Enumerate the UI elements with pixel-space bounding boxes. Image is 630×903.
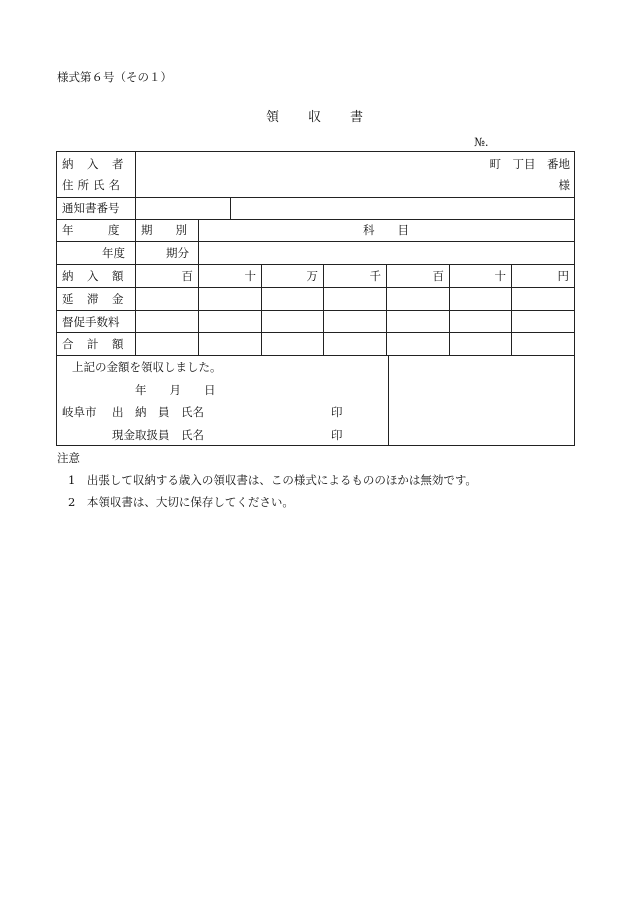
seal-mark-2: 印: [331, 428, 343, 442]
digit-ten: 十: [494, 269, 506, 283]
period-label: 期 別: [141, 223, 187, 237]
table-line: [56, 332, 575, 333]
table-line: [56, 241, 575, 242]
table-line: [56, 287, 575, 288]
kibun-label: 期分: [166, 246, 189, 260]
digit-yen: 円: [557, 269, 569, 283]
payer-label: 納 入 者: [62, 157, 125, 171]
digit-ten-million: 十: [244, 269, 256, 283]
table-line: [56, 264, 575, 265]
treasurer-name-label: 出 納 員 氏名: [112, 405, 204, 419]
receipt-number-label: №.: [474, 135, 489, 149]
note-item-1: 1 出張して収納する歳入の領収書は、この様式によるもののほかは無効です。: [68, 473, 477, 487]
table-line: [56, 197, 575, 198]
seal-mark-1: 印: [331, 405, 343, 419]
receipt-date: 年 月 日: [135, 383, 216, 397]
table-line: [388, 355, 389, 445]
digit-ten-thousand: 万: [306, 269, 318, 283]
delinquency-label: 延 滞 金: [62, 292, 125, 306]
nendo-label: 年度: [102, 246, 125, 260]
form-label: 様式第６号（その１）: [57, 70, 172, 84]
table-border-right: [574, 151, 575, 446]
notes-heading: 注意: [57, 451, 80, 465]
year-label: 年 度: [62, 223, 120, 237]
digit-hundred: 百: [432, 269, 444, 283]
table-border-bottom: [56, 445, 575, 446]
table-line: [56, 219, 575, 220]
dunning-fee-label: 督促手数料: [62, 315, 120, 329]
digit-hundred-million: 百: [181, 269, 193, 283]
name-suffix: 様: [558, 178, 570, 192]
table-line: [56, 310, 575, 311]
table-border-top: [56, 151, 575, 152]
table-line: [56, 355, 575, 356]
amount-label: 納 入 額: [62, 269, 125, 283]
document-title: 領 収 書: [265, 110, 364, 125]
subject-label: 科 目: [363, 223, 409, 237]
address-name-label: 住所氏名: [62, 178, 124, 192]
total-label: 合 計 額: [62, 337, 125, 351]
table-border-left: [56, 151, 57, 446]
table-line: [230, 197, 231, 219]
cash-handler-name-label: 現金取扱員 氏名: [112, 428, 204, 442]
notice-number-label: 通知書番号: [62, 201, 120, 215]
note-item-2: 2 本領収書は、大切に保存してください。: [68, 495, 294, 509]
address-suffix: 町 丁目 番地: [489, 157, 570, 171]
receipt-statement: 上記の金額を領収しました。: [72, 360, 222, 374]
digit-thousand: 千: [369, 269, 381, 283]
city-label: 岐阜市: [62, 405, 97, 419]
table-line: [135, 151, 136, 355]
